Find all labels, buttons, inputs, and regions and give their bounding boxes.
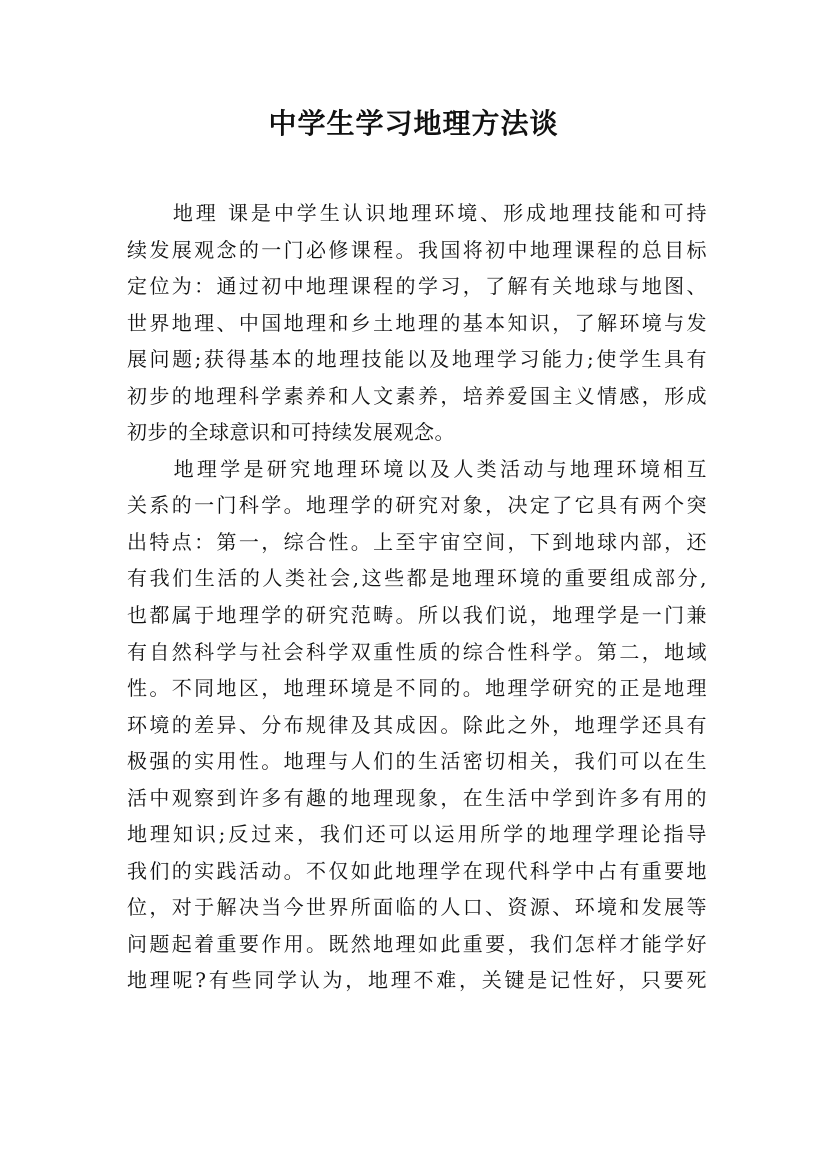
text-line: 地理呢?有些同学认为，地理不难，关键是记性好，只要死 [127,968,707,993]
text-line: 续发展观念的一门必修课程。我国将初中地理课程的总目标 [127,237,707,262]
text-line: 活中观察到许多有趣的地理现象，在生活中学到许多有用的 [127,785,707,810]
text-line: 地理学是研究地理环境以及人类活动与地理环境相互 [127,456,707,481]
text-line: 初步的地理科学素养和人文素养，培养爱国主义情感，形成 [127,383,707,408]
text-line: 性。不同地区，地理环境是不同的。地理学研究的正是地理 [127,676,707,701]
document-body [127,195,707,999]
text-line: 地理知识;反过来，我们还可以运用所学的地理学理论指导 [127,822,707,847]
text-line: 地理 课是中学生认识地理环境、形成地理技能和可持 [127,201,707,225]
text-line: 展问题;获得基本的地理技能以及地理学习能力;使学生具有 [127,347,707,372]
text-line: 定位为：通过初中地理课程的学习，了解有关地球与地图、 [127,274,707,299]
text-line: 关系的一门科学。地理学的研究对象，决定了它具有两个突 [127,493,707,518]
document-title: 中学生学习地理方法谈 [268,107,559,140]
text-line: 初步的全球意识和可持续发展观念。 [127,420,455,445]
text-line: 有自然科学与社会科学双重性质的综合性科学。第二，地域 [127,639,707,664]
text-line: 出特点：第一，综合性。上至宇宙空间，下到地球内部，还 [127,529,707,554]
text-line: 我们的实践活动。不仅如此地理学在现代科学中占有重要地 [127,858,707,883]
text-line: 也都属于地理学的研究范畴。所以我们说，地理学是一门兼 [127,603,707,628]
text-line: 位，对于解决当今世界所面临的人口、资源、环境和发展等 [127,895,707,920]
text-line: 世界地理、中国地理和乡土地理的基本知识，了解环境与发 [127,310,707,335]
text-line: 极强的实用性。地理与人们的生活密切相关，我们可以在生 [127,749,707,774]
text-line: 有我们生活的人类社会,这些都是地理环境的重要组成部分, [127,566,707,591]
text-line: 问题起着重要作用。既然地理如此重要，我们怎样才能学好 [127,931,707,956]
text-line: 环境的差异、分布规律及其成因。除此之外，地理学还具有 [127,712,707,737]
